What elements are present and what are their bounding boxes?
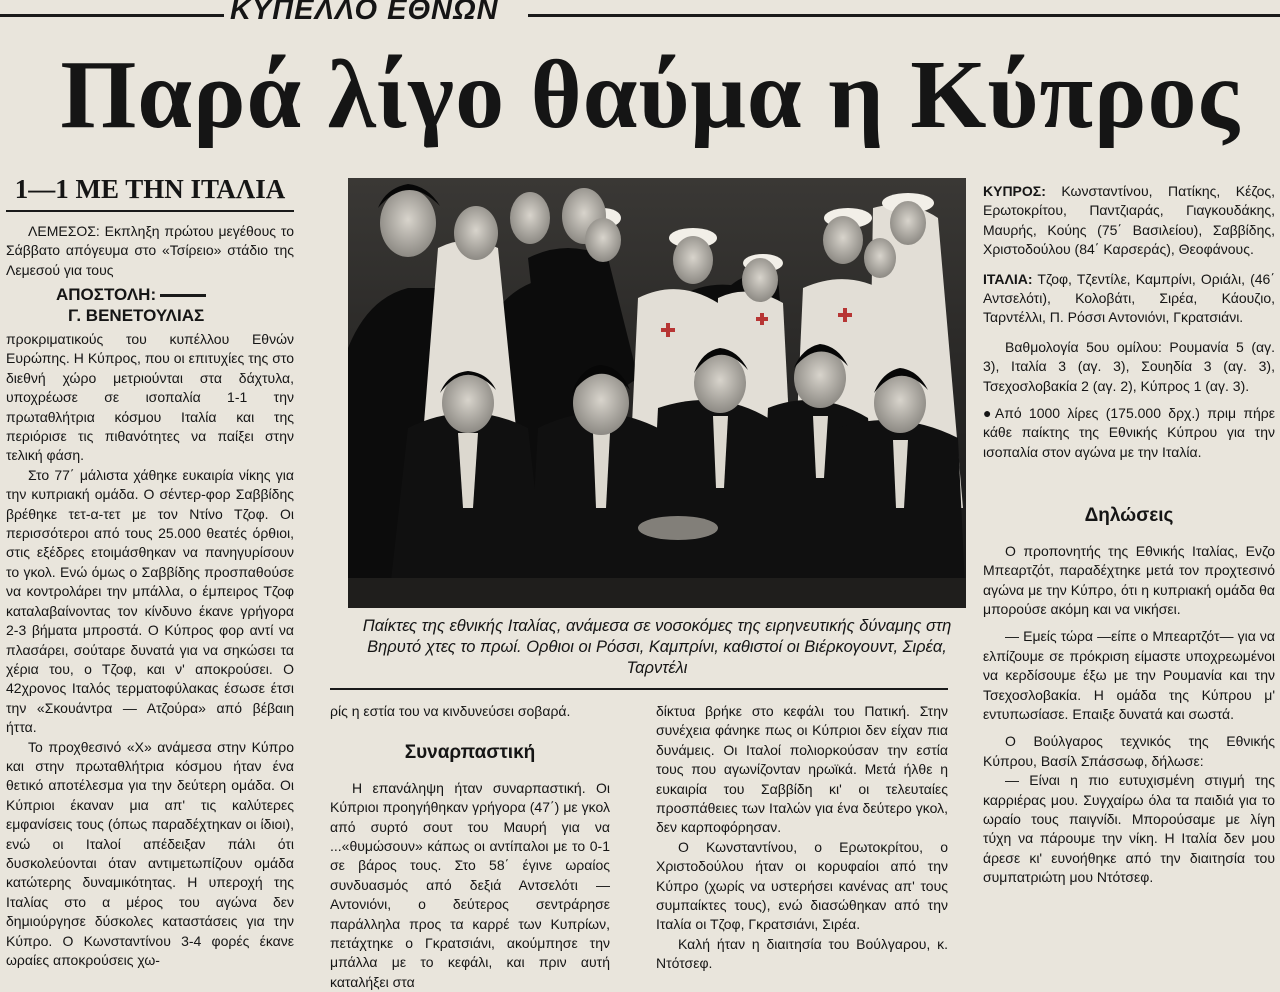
paragraph: — Εμείς τώρα —είπε ο Μπεαρτζότ— για να ελπίζουμε σε πρόκριση είμαστε υποχρεωμένοι να κερδίσουμε έξω με την Ρουμανία και την Τσεχοσλοβακία. Η ομάδα της Κύπρου μ' εντυπωσίασε. Επαιξε δυνατά και σωστά. [983,628,1275,722]
byline-label: ΑΠΟΣΤΟΛΗ: [56,284,236,305]
bullet-icon: ● [983,405,995,422]
subheadline: 1—1 ΜΕ ΤΗΝ ΙΤΑΛΙΑ [14,174,286,204]
kicker-rule-left [0,14,224,17]
headline: Παρά λίγο θαύμα η Κύπρος [60,41,1240,149]
paragraph: Ο Κωνσταντίνου, ο Ερωτοκρίτου, ο Χριστοδούλου ήταν οι κορυφαίοι από την Κύπρο (χωρίς να υστερήσει κανένας απ' τους συμπαίκτες τους), ενώ διασώθηκαν από την Ιταλία οι Τζοφ, Γκρατσιάνι, Σιρέα. [656,838,948,933]
section-kicker: ΚΥΠΕΛΛΟ ΕΘΝΩΝ [230,0,499,26]
column-1-body [6,330,294,970]
paragraph: Η επανάληψη ήταν συναρπαστική. Οι Κύπριοι προηγήθηκαν γρήγορα (47΄) με γκολ από συρτό σουτ του Μαυρή για να ...«θυμώσουν» κάπως οι αντίπαλοι με το 0-1 σε βάρος τους. Στο 58΄ έγινε ωραίος συνδυασμός από δεξιά Αντσελότι — Αντονιόνι, ο δεύτερος σεντράρησε παράλληλα προς τα καρρέ των Κυπρίων, πετάχτηκε ο Γκρατσιάνι, ακούμπησε την μπάλλα με το κεφάλι, και πριν αυτή καταλήξει στα [330,779,610,990]
byline-author: Γ. ΒΕΝΕΤΟΥΛΙΑΣ [68,306,205,325]
caption-rule [330,688,948,690]
paragraph: Ο Βούλγαρος τεχνικός της Εθνικής Κύπρου, Βασίλ Σπάσσωφ, δήλωσε: [983,733,1275,769]
team-photo [348,178,966,608]
paragraph: ρίς η εστία του να κινδυνεύσει σοβαρά. [330,703,571,719]
photo-caption: Παίκτες της εθνικής Ιταλίας, ανάμεσα σε νοσοκόμες της ειρηνευτικής δύναμης στη Βηρυτό χτες το πρωί. Ορθιοι οι Ρόσσι, Καμπρίνι, καθιστοί οι Βιέρκογουντ, Σιρέα, Ταρντέλι [362,617,952,677]
column-4 [983,182,1275,888]
byline [56,284,236,326]
lead-paragraph: ΛΕΜΕΣΟΣ: Εκπληξη πρώτου μεγέθους το Σάββατο απόγευμα στο «Τσίρειο» στάδιο της Λεμεσού για τους [6,223,294,278]
kicker-rule-right [528,14,1280,17]
paragraph: Το προχθεσινό «Χ» ανάμεσα στην Κύπρο και στην πρωταθλήτρια κόσμου ήταν ένα θετικό αποτέλεσμα για την δεύτερη ομάδα. Οι Κύπριοι έκαναν μια απ' τις καλύτερες εμφανίσεις τους (όπως παραδέχτηκαν οι ίδιοι), ενώ οι Ιταλοί απέδειξαν πάλι ότι δυσκολεύονται όταν αντιμετωπίζουν ομάδα κατώτερης δυναμικότητας. Η υπεροχή της Ιταλίας στο α μέρος του αγώνα δεν δημιούργησε δύσκολες καταστάσεις για την Κύπρο. Ο Κωνσταντίνου 3-4 φορές έκανε ωραίες αποκρούσεις χω- [6,738,294,968]
column-2 [330,702,610,992]
section-heading: Δηλώσεις [1084,505,1174,527]
subhead-rule [6,210,294,212]
bonus-note: ●Από 1000 λίρες (175.000 δρχ.) πριμ πήρε κάθε παίκτης της Εθνικής Κύπρου για την ισοπαλία στον αγώνα με την Ιταλία. [983,405,1275,460]
paragraph: — Είναι η πιο ευτυχισμένη στιγμή της καρριέρας μου. Συγχαίρω όλα τα παιδιά για το ωραίο τους παιγνίδι. Μπορούσαμε με λίγη τύχη να πάρουμε την νίκη. Η Ιταλία δεν μου άρεσε κι' ευνοήθηκε από την διαιτησία του συμπατριώτη μου Ντότσεφ. [983,772,1275,886]
standings: Βαθμολογία 5ου ομίλου: Ρουμανία 5 (αγ. 3), Ιταλία 3 (αγ. 3), Σουηδία 3 (αγ. 3), Τσεχοσλοβακία 2 (αγ. 2), Κύπρος 1 (αγ. 3). [983,338,1275,394]
photo-illustration [348,178,966,608]
cyprus-label: ΚΥΠΡΟΣ: [983,183,1046,199]
column-3 [656,702,948,974]
paragraph: προκριματικούς του κυπέλλου Εθνών Ευρώπης. Η Κύπρος, που οι επιτυχίες της στο διεθνή χώρο μετριούνται στα δάχτυλα, υποχρέωσε σε ισοπαλία 1-1 την πρωταθλήτρια κόσμου Ιταλία και της περιόρισε τις πιθανότητες να παίξει στην τελική φάση. [6,331,294,464]
paragraph: Στο 77΄ μάλιστα χάθηκε ευκαιρία νίκης για την κυπριακή ομάδα. Ο σέντερ-φορ Σαββίδης βρέθηκε τετ-α-τετ με τον Ντίνο Τζοφ. Οι περισσότεροι από τους 25.000 θεατές όρθιοι, στις εξέδρες ετοιμάσθηκαν να πανηγυρίσουν το γκολ. Ενώ όμως ο Σαββίδης προσπαθούσε να κοντρολάρει την μπάλλα, ο έμπειρος Τζοφ καταλαβαίνοντας τον κίνδυνο έκανε γρήγορα 2-3 βήματα μπροστά. Ο Κύπρος φορ αντί να πλασάρει, σούταρε δυνατά για να σηκώσει τα χέρια του, ο Τζοφ, και ν' αποκρούσει. Ο 42χρονος Ιταλός τερματοφύλακας έσωσε έτσι την «Σκουάντρα — Ατζούρα» από βέβαιη ήττα. [6,466,294,736]
cyprus-lineup: ΚΥΠΡΟΣ: Κωνσταντίνου, Πατίκης, Κέζος, Ερωτοκρίτου, Παντζιαράς, Γιαγκουδάκης, Μαυρής, Κούης (75΄ Βασιλείου), Σαββίδης, Χριστοδούλου (84΄ Καρσεράς), Θεοφάνους. [983,183,1275,258]
column-1-lead [6,222,294,280]
paragraph: δίκτυα βρήκε στο κεφάλι του Πατική. Στην συνέχεια φάνηκε πως οι Κύπριοι δεν είχαν πια δυνάμεις. Οι Ιταλοί πολιορκούσαν την εστία τους που αγωνίζονταν ηρωϊκά. Μετά ήλθε η ευκαιρία του Σαββίδη κι' οι τελευταίες προσπάθειες των Ιταλών για ένα δεύτερο γκολ, δεν καρποφόρησαν. [656,703,948,836]
paragraph: Ο προπονητής της Εθνικής Ιταλίας, Ενζο Μπεαρτζότ, παραδέχτηκε μετά τον προχτεσινό αγώνα με την Κύπρο, ότι η κυπριακή ομάδα θα μπορούσε ακόμη και να νικήσει. [983,542,1275,617]
paragraph: Καλή ήταν η διαιτησία του Βούλγαρου, κ. Ντότσεφ. [656,935,948,972]
italy-label: ΙΤΑΛΙΑ: [983,270,1033,287]
italy-lineup: ΙΤΑΛΙΑ: Τζοφ, Τζεντίλε, Καμπρίνι, Οριάλι, (46΄ Αντσελότι), Κολοβάτι, Σιρέα, Κάουζιο, Ταρντέλλι, Π. Ρόσσι Αντονιόνι, Γκρατσιάνι. [983,270,1275,326]
section-heading: Συναρπαστική [404,742,536,764]
